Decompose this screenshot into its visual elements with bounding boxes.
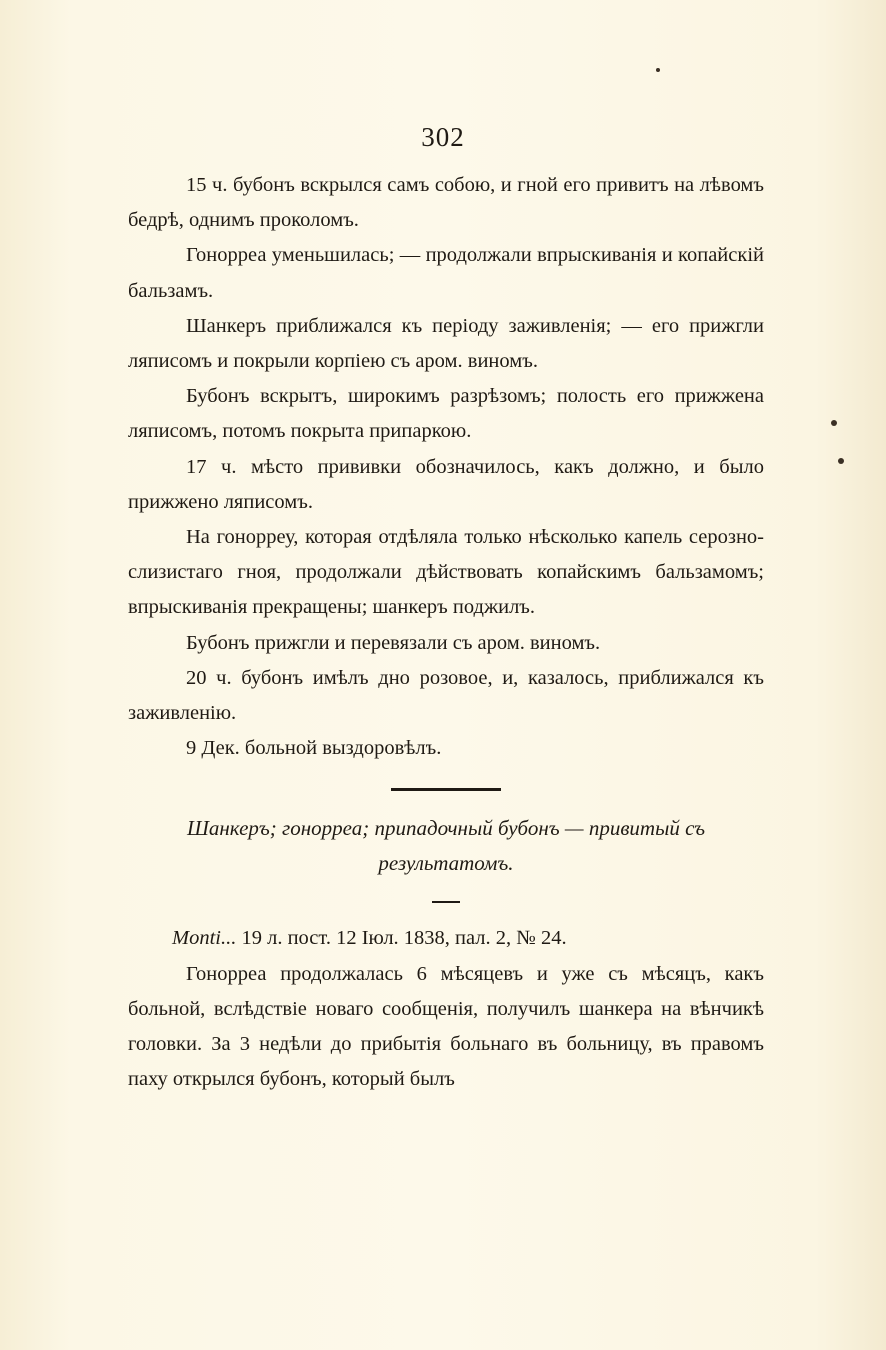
paragraph-case-history: Гонорреа продолжалась 6 мѣсяцевъ и уже съ мѣсяцъ, какъ больной, вслѣдствіе новаго сообщенія, получилъ шанкера на вѣнчикѣ головки. За 3 недѣли до прибытія больнаго въ больницу, въ правомъ паху открылся бубонъ, который былъ — [128, 962, 764, 1091]
paragraph-day-20: 20 ч. бубонъ имѣлъ дно розовое, и, казалось, приближался къ заживленію. — [128, 666, 764, 725]
paragraph-bubo-dressed: Бубонъ прижгли и перевязали съ аром. виномъ. — [186, 631, 601, 654]
paragraph-recovery: 9 Дек. больной выздоровѣлъ. — [186, 737, 442, 760]
ink-speck — [831, 420, 837, 426]
ink-speck — [838, 458, 844, 464]
ink-speck — [656, 68, 660, 72]
case-title: Шанкеръ; гонорреа; припадочный бубонъ — привитый съ результатомъ. — [186, 816, 706, 876]
paragraph-day-17: 17 ч. мѣсто прививки обозначилось, какъ должно, и было прижжено ляписомъ. — [128, 455, 764, 513]
paragraph-day-15: 15 ч. бубонъ вскрылся самъ собою, и гной его привитъ на лѣвомъ бедрѣ, однимъ проколомъ. — [128, 174, 764, 232]
page-number: 302 — [421, 122, 465, 152]
page-body — [128, 168, 764, 1097]
paragraph-bubo-opened: Бубонъ вскрытъ, широкимъ разрѣзомъ; полость его прижжена ляписомъ, потомъ покрыта припаркою. — [128, 385, 764, 443]
section-divider — [391, 788, 501, 791]
paragraph-gonorrhea-reduced: Гонорреа уменьшилась; — продолжали впрыскиванія и копайскій бальзамъ. — [128, 244, 764, 302]
patient-name: Monti... — [172, 927, 237, 950]
patient-details: 19 л. пост. 12 Іюл. 1838, пал. 2, № 24. — [236, 927, 567, 950]
paragraph-gonorrhea-treatment: На гонорреу, которая отдѣляла только нѣсколько капель серозно-слизистаго гноя, продолжали дѣйствовать копайскимъ бальзамомъ; впрыскиванія прекращены; шанкеръ поджилъ. — [128, 526, 764, 619]
case-record-line — [128, 921, 764, 956]
short-divider — [432, 901, 460, 903]
paragraph-chancre-healing: Шанкеръ приближался къ періоду заживленія; — его прижгли ляписомъ и покрыли корпіею съ аром. виномъ. — [128, 314, 764, 373]
